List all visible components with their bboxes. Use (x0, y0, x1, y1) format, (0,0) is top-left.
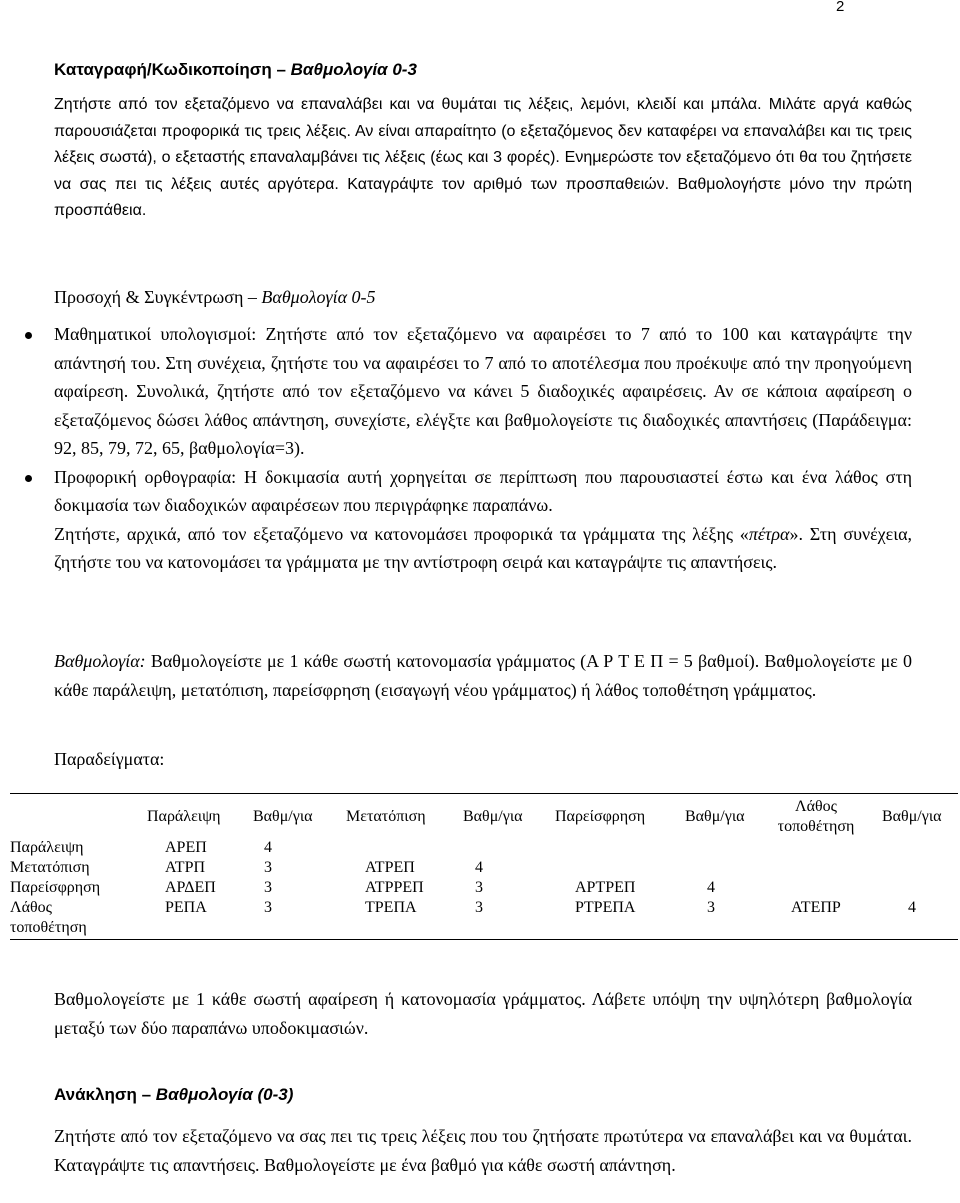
section-attention-score: Βαθμολογία 0-5 (261, 287, 376, 307)
header-intrusion: Παρείσφρηση (555, 808, 646, 825)
section-recall-heading (54, 1085, 912, 1105)
transposition-word: ΑΤΡΕΠ (365, 859, 415, 876)
transposition-word: ΑΤΡΡΕΠ (365, 879, 424, 896)
omission-score: 3 (264, 879, 272, 896)
row-label-intrusion: Παρείσφρηση (10, 879, 101, 896)
after-table-paragraph: Βαθμολογείστε με 1 κάθε σωστή αφαίρεση ή κατονομασία γράμματος. Λάβετε υπόψη την υψηλότερη βαθμολογία μεταξύ των δύο παραπάνω υποδοκιμασιών. (54, 989, 912, 1038)
continuation-prefix: Ζητήστε, αρχικά, από τον εξεταζόμενο να κατονομάσει προφορικά τα γράμματα της λέξης « (54, 523, 749, 544)
intrusion-score: 3 (707, 899, 715, 916)
section-encoding-score: Βαθμολογία 0-3 (290, 60, 417, 79)
row-label-misplacement-2: τοποθέτηση (10, 919, 87, 936)
header-score-4: Βαθμ/για (882, 808, 942, 825)
omission-word: ΑΡΔΕΠ (165, 879, 216, 896)
omission-word: ΑΤΡΠ (165, 859, 206, 876)
transposition-word: ΤΡΕΠΑ (365, 899, 417, 916)
attention-bullet-list (54, 320, 912, 577)
misplacement-word: ΑΤΕΠΡ (791, 899, 841, 916)
scoring-paragraph (54, 647, 912, 704)
section-attention-heading (54, 283, 912, 312)
section-attention-title: Προσοχή & Συγκέντρωση – (54, 287, 262, 307)
header-misplacement: Λάθος τοποθέτηση (777, 798, 855, 835)
continuation-suffix: ». Στη συνέχεια, ζητήστε του να κατονομάσει τα γράμματα με την αντίστροφη σειρά και καταγράψτε τις απαντήσεις. (54, 523, 912, 572)
bullet-oral-spelling (54, 463, 912, 577)
scoring-text: Βαθμολογείστε με 1 κάθε σωστή κατονομασία γράμματος (Α Ρ Τ Ε Π = 5 βαθμοί). Βαθμολογείστε με 0 κάθε παράλειψη, μετατόπιση, παρείσφρηση (εισαγωγή νέου γράμματος) ή λάθος τοποθέτηση γράμματος. (54, 651, 912, 700)
table-top-border (10, 793, 958, 794)
page-number: 2 (836, 0, 845, 15)
intrusion-word: ΑΡΤΡΕΠ (575, 879, 636, 896)
transposition-score: 4 (475, 859, 483, 876)
scoring-label: Βαθμολογία: (54, 651, 146, 671)
intrusion-word: ΡΤΡΕΠΑ (575, 899, 636, 916)
table-bottom-border (10, 939, 958, 940)
section-encoding-title: Καταγραφή/Κωδικοποίηση – (54, 60, 291, 79)
row-label-misplacement: Λάθος (10, 899, 52, 916)
section-recall-score: Βαθμολογία (0-3) (155, 1085, 294, 1104)
section-recall-paragraph: Ζητήστε από τον εξεταζόμενο να σας πει τις τρεις λέξεις που του ζητήσατε πρωτύτερα να επαναλάβει και να θυμάται. Καταγράψτε τις απαντήσεις. Βαθμολογείστε με ένα βαθμό για κάθε σωστή απάντηση. (54, 1126, 912, 1175)
bullet-oral-spelling-continuation (54, 520, 912, 577)
omission-score: 3 (264, 899, 272, 916)
omission-word: ΡΕΠΑ (165, 899, 207, 916)
header-score-2: Βαθμ/για (463, 808, 523, 825)
row-label-omission: Παράλειψη (10, 839, 84, 856)
header-score-1: Βαθμ/για (253, 808, 313, 825)
examples-label: Παραδείγματα: (54, 749, 165, 769)
intrusion-score: 4 (707, 879, 715, 896)
omission-score: 4 (264, 839, 272, 856)
continuation-word: πέτρα (748, 523, 790, 544)
omission-score: 3 (264, 859, 272, 876)
bullet-serial-subtraction (54, 320, 912, 463)
bullet-oral-spelling-text: Προφορική ορθογραφία: Η δοκιμασία αυτή χορηγείται σε περίπτωση που παρουσιαστεί έστω και ένα λάθος στη δοκιμασία των διαδοχικών αφαιρέσεων που περιγράφηκε παραπάνω. (54, 466, 912, 515)
section-encoding-heading (54, 60, 912, 80)
bullet-dot-icon (25, 332, 32, 339)
row-labels (10, 838, 100, 938)
row-label-transposition: Μετατόπιση (10, 859, 90, 876)
bullet-serial-subtraction-text: Μαθηματικοί υπολογισμοί: Ζητήστε από τον εξεταζόμενο να αφαιρέσει το 7 από το 100 και καταγράψτε την απάντησή του. Στη συνέχεια, ζητήστε του να αφαιρέσει το 7 από το αποτέλεσμα που προέκυψε από την προηγούμενη αφαίρεση. Συνολικά, ζητήστε από τον εξεταζόμενο να κάνει 5 διαδοχικές αφαιρέσεις. Αν σε κάποια αφαίρεση ο εξεταζόμενος δώσει λάθος απάντηση, συνεχίστε, ελέγξτε και βαθμολογείστε τις διαδοχικές απαντήσεις (Παράδειγμα: 92, 85, 79, 72, 65, βαθμολογία=3). (54, 324, 912, 458)
section-encoding-paragraph: Ζητήστε από τον εξεταζόμενο να επαναλάβει και να θυμάται τις λέξεις, λεμόνι, κλειδί και μπάλα. Μιλάτε αργά καθώς παρουσιάζεται προφορικά τις τρεις λέξεις. Αν είναι απαραίτητο (ο εξεταζόμενος δεν καταφέρει να επαναλάβει και τις τρεις λέξεις σωστά), ο εξεταστής επαναλαμβάνει τις λέξεις (έως και 3 φορές). Ενημερώστε τον εξεταζόμενο ότι θα του ζητήσετε να σας πει τις λέξεις αυτές αργότερα. Καταγράψτε τον αριθμό των προσπαθειών. Βαθμολογήστε μόνο την πρώτη προσπάθεια. (54, 96, 912, 219)
section-recall-title: Ανάκληση – (54, 1085, 156, 1104)
bullet-dot-icon (25, 475, 32, 482)
transposition-score: 3 (475, 879, 483, 896)
transposition-score: 3 (475, 899, 483, 916)
misplacement-score: 4 (908, 899, 916, 916)
header-omission: Παράλειψη (147, 808, 221, 825)
header-score-3: Βαθμ/για (685, 808, 745, 825)
omission-word: ΑΡΕΠ (165, 839, 207, 856)
header-transposition: Μετατόπιση (346, 808, 426, 825)
